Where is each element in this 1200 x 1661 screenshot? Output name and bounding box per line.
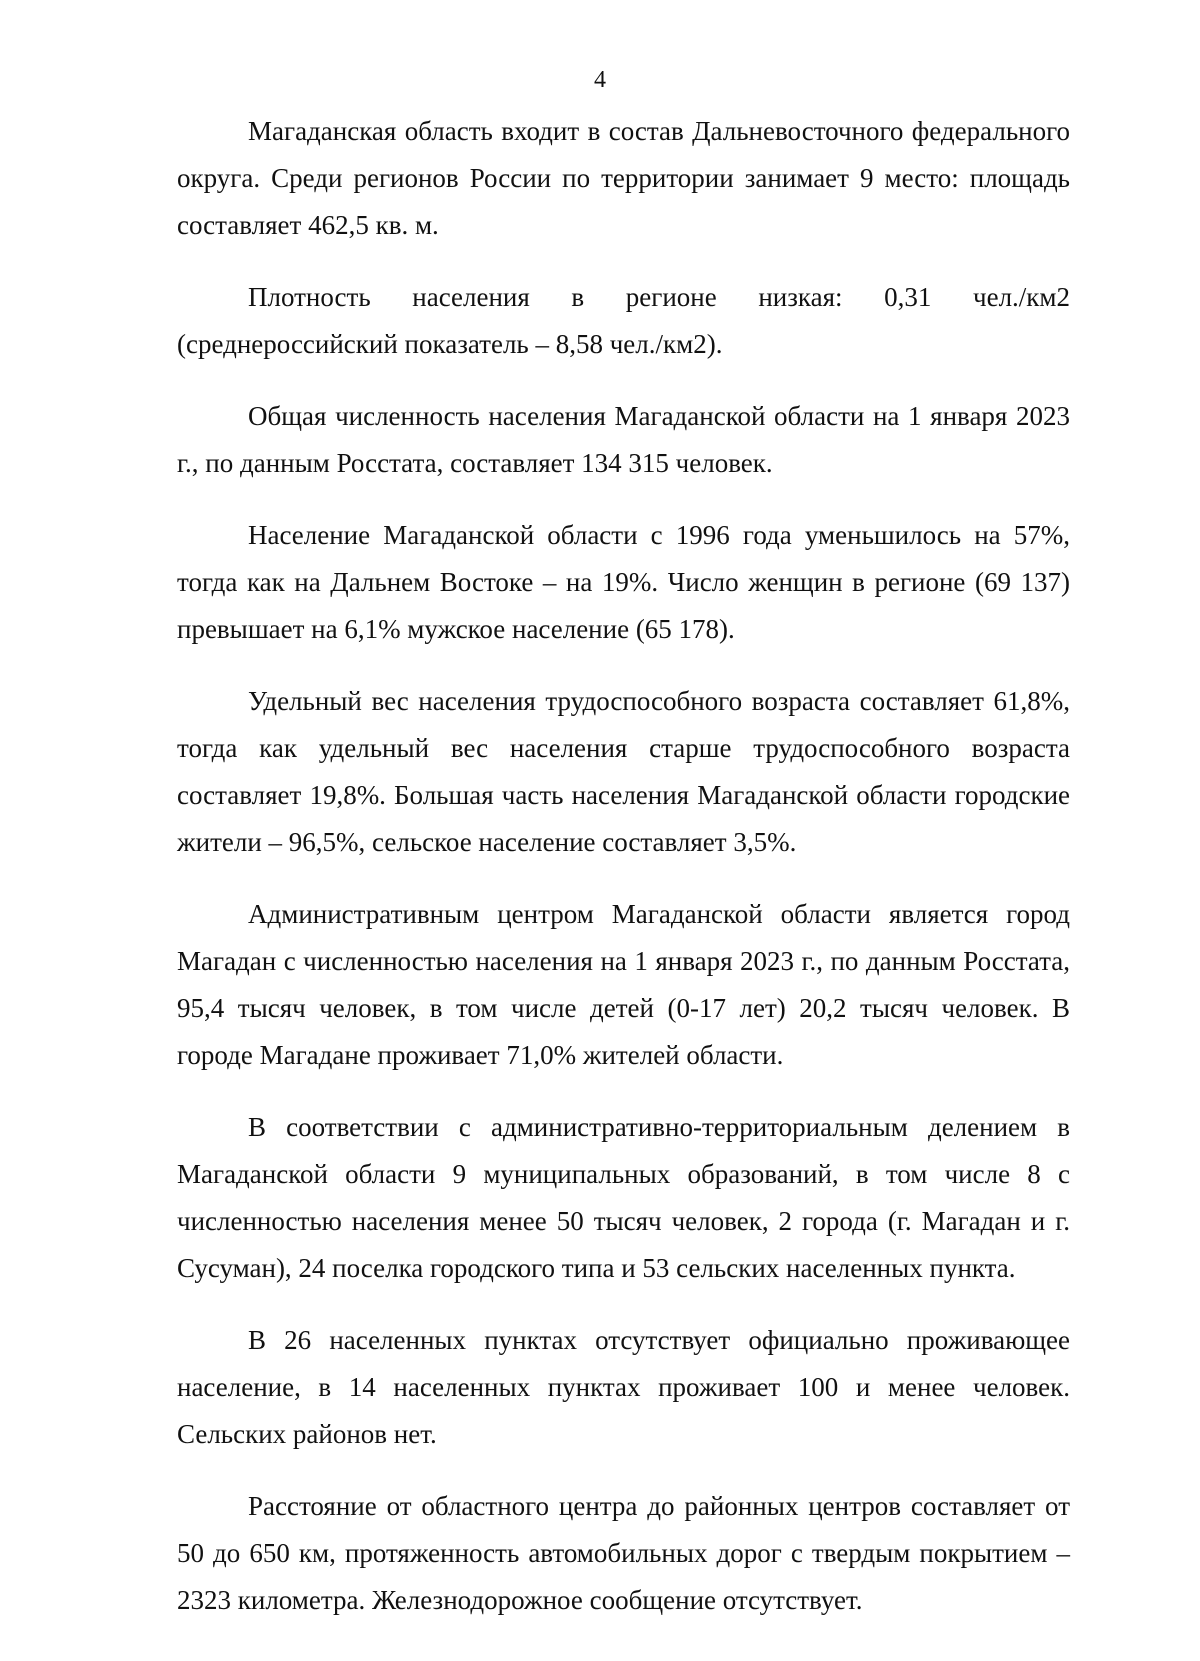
document-body (177, 108, 1070, 1649)
paragraph-population-decline: Население Магаданской области с 1996 года уменьшилось на 57%, тогда как на Дальнем Востоке – на 19%. Число женщин в регионе (69 137) превышает на 6,1% мужское население (65 178). (177, 520, 1070, 644)
paragraph-total-population: Общая численность населения Магаданской области на 1 января 2023 г., по данным Росстата, составляет 134 315 человек. (177, 401, 1070, 478)
paragraph-administrative-division: В соответствии с административно-территориальным делением в Магаданской области 9 муниципальных образований, в том числе 8 с численностью населения менее 50 тысяч человек, 2 города (г. Магадан и г. Сусуман), 24 поселка городского типа и 53 сельских населенных пункта. (177, 1112, 1070, 1283)
paragraph-settlements: В 26 населенных пунктах отсутствует официально проживающее население, в 14 населенных пунктах проживает 100 и менее человек. Сельских районов нет. (177, 1325, 1070, 1449)
paragraph-transport: Расстояние от областного центра до районных центров составляет от 50 до 650 км, протяженность автомобильных дорог с твердым покрытием – 2323 километра. Железнодорожное сообщение отсутствует. (177, 1491, 1070, 1615)
page-number: 4 (594, 67, 606, 93)
paragraph-region-overview: Магаданская область входит в состав Дальневосточного федерального округа. Среди регионов России по территории занимает 9 место: площадь составляет 462,5 кв. м. (177, 116, 1070, 240)
paragraph-administrative-center: Административным центром Магаданской области является город Магадан с численностью населения на 1 января 2023 г., по данным Росстата, 95,4 тысяч человек, в том числе детей (0-17 лет) 20,2 тысяч человек. В городе Магадане проживает 71,0% жителей области. (177, 899, 1070, 1070)
paragraph-age-structure: Удельный вес населения трудоспособного возраста составляет 61,8%, тогда как удельный вес населения старше трудоспособного возраста составляет 19,8%. Большая часть населения Магаданской области городские жители – 96,5%, сельское население составляет 3,5%. (177, 686, 1070, 857)
paragraph-population-density: Плотность населения в регионе низкая: 0,31 чел./км2 (среднероссийский показатель – 8,58 чел./км2). (177, 282, 1070, 359)
